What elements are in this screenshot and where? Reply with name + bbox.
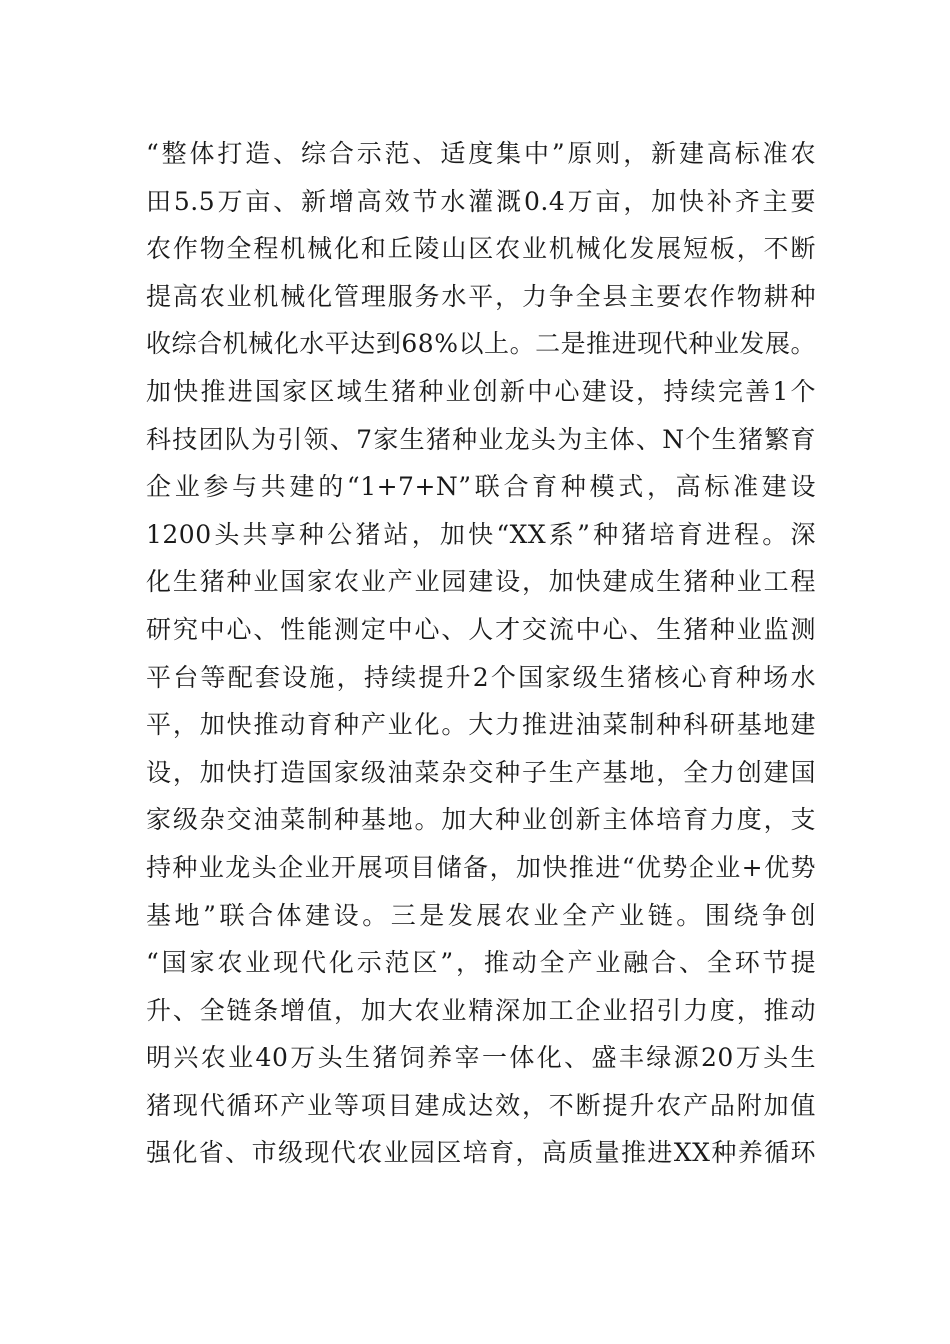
text-line: 强化省、市级现代农业园区培育，高质量推进XX种养循环 [146,1138,816,1168]
text-line: 平，加快推动育种产业化。大力推进油菜制种科研基地建 [146,710,816,740]
text-line: “国家农业现代化示范区”，推动全产业融合、全环节提 [146,948,816,978]
text-line: 平台等配套设施，持续提升2个国家级生猪核心育种场水 [146,662,816,692]
text-line: “整体打造、综合示范、适度集中”原则，新建高标准农 [146,139,816,168]
text-line: 企业参与共建的“1+7+N”联合育种模式，高标准建设 [146,472,816,502]
text-line: 收综合机械化水平达到68%以上。二是推进现代种业发展。 [146,329,816,359]
text-line: 农作物全程机械化和丘陵山区农业机械化发展短板，不断 [146,234,816,264]
text-line: 设，加快打造国家级油菜杂交种子生产基地，全力创建国 [146,757,816,787]
text-line: 猪现代循环产业等项目建成达效，不断提升农产品附加值 [146,1090,816,1120]
text-line: 提高农业机械化管理服务水平，力争全县主要农作物耕种 [146,281,816,311]
text-line: 化生猪种业国家农业产业园建设，加快建成生猪种业工程 [146,567,816,597]
text-line: 1200头共享种公猪站，加快“XX系”种猪培育进程。深 [146,519,816,549]
text-line: 科技团队为引领、7家生猪种业龙头为主体、N个生猪繁育 [146,424,816,454]
text-line: 加快推进国家区域生猪种业创新中心建设，持续完善1个 [146,376,816,406]
body-paragraph [146,130,816,1177]
text-line: 明兴农业40万头生猪饲养宰一体化、盛丰绿源20万头生 [146,1043,816,1073]
text-line: 升、全链条增值，加大农业精深加工企业招引力度，推动 [146,995,816,1025]
text-line: 研究中心、性能测定中心、人才交流中心、生猪种业监测 [146,614,816,644]
text-line: 家级杂交油菜制种基地。加大种业创新主体培育力度，支 [146,805,816,835]
text-line: 持种业龙头企业开展项目储备，加快推进“优势企业+优势 [146,852,816,882]
text-line: 田5.5万亩、新增高效节水灌溉0.4万亩，加快补齐主要 [146,186,816,216]
text-line: 基地”联合体建设。三是发展农业全产业链。围绕争创 [146,900,816,930]
